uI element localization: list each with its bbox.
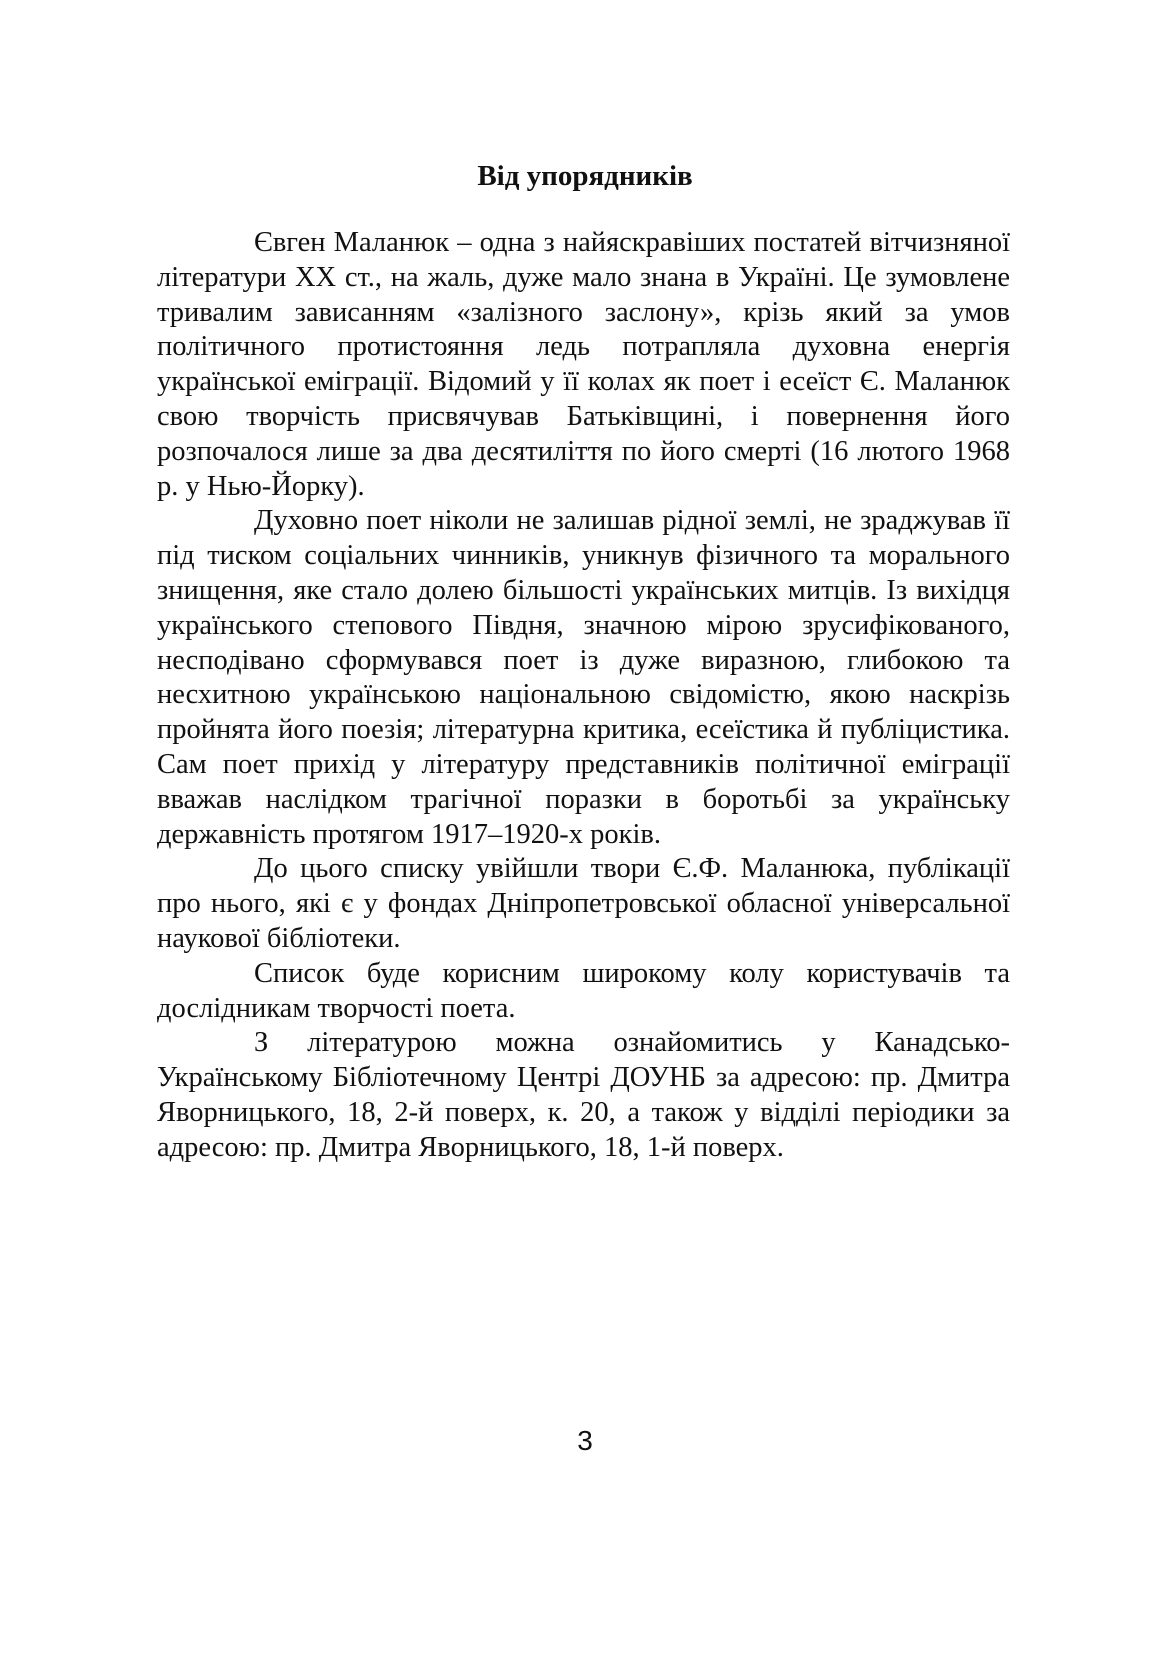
page-number: 3 [577, 1425, 593, 1456]
paragraph-audience: Список буде корисним широкому колу користувачів та дослідникам творчості поета. [157, 957, 1010, 1024]
body-text [157, 226, 1010, 1166]
paragraph-location: З літературою можна ознайомитись у Канадсько-Українському Бібліотечному Центрі ДОУНБ за адресою: пр. Дмитра Яворницького, 18, 2-й поверх, к. 20, а також у відділі періодики за адресою: пр. Дмитра Яворницького, 18, 1-й поверх. [157, 1027, 1010, 1163]
paragraph-intro: Євген Маланюк – одна з найяскравіших постатей вітчизняної літератури ХХ ст., на жаль, дуже мало знана в Україні. Це зумовлене тривалим зависанням «залізного заслону», крізь який за умов політичного протистояння ледь потрапляла духовна енергія української еміграції. Відомий у її колах як поет і есеїст Є. Маланюк свою творчість присвячував Батьківщині, і повернення його розпочалося лише за два десятиліття по його смерті (16 лютого 1968 р. у Нью-Йорку). [157, 227, 1010, 502]
page-title: Від упорядників [477, 160, 693, 192]
paragraph-list-contents: До цього списку увійшли твори Є.Ф. Маланюка, публікації про нього, які є у фондах Дніпропетровської обласної універсальної наукової бібліотеки. [157, 853, 1010, 954]
paragraph-biography: Духовно поет ніколи не залишав рідної землі, не зраджував її під тиском соціальних чинників, уникнув фізичного та морального знищення, яке стало долею більшості українських митців. Із вихідця українського степового Півдня, значною мірою зрусифікованого, несподівано сформувався поет із дуже виразною, глибокою та несхитною українською національною свідомістю, якою наскрізь пройнята його поезія; літературна критика, есеїстика й публіцистика. Сам поет прихід у літературу представників політичної еміграції вважав наслідком трагічної поразки в боротьбі за українську державність протягом 1917–1920-х років. [157, 505, 1010, 850]
